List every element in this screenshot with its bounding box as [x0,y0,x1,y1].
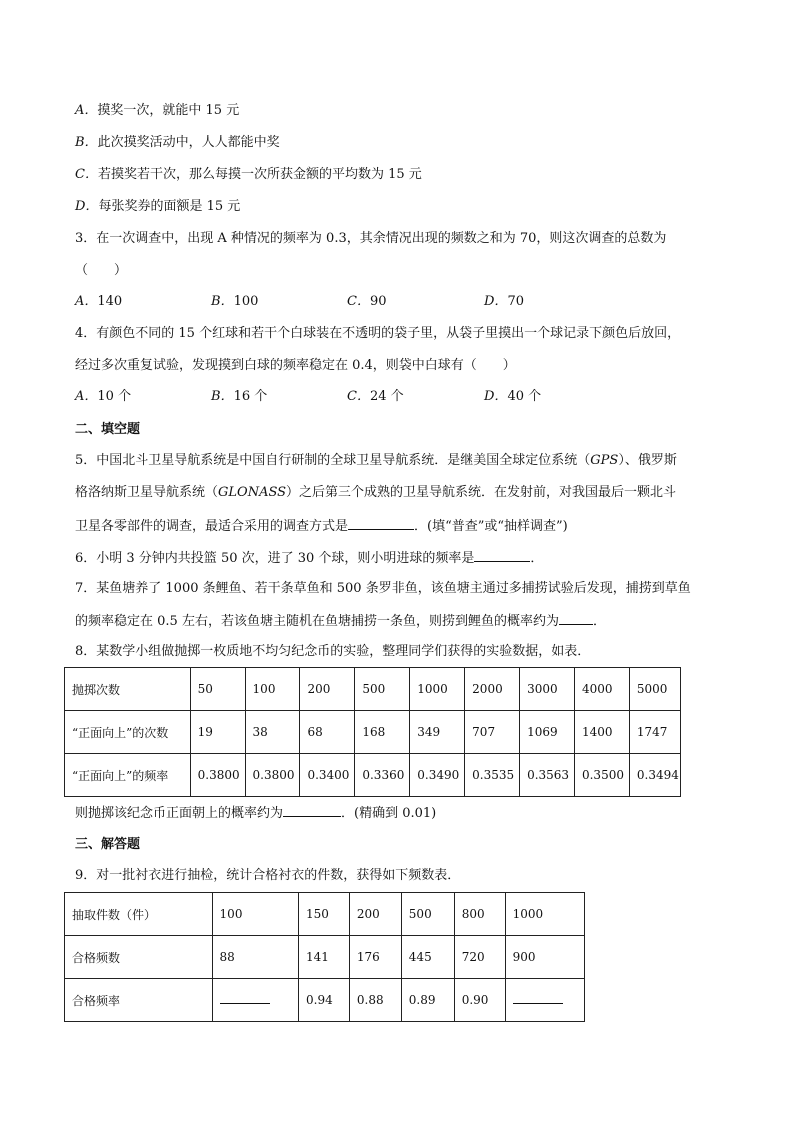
q8-stem: 8．某数学小组做抛掷一枚质地不均匀纪念币的实验，整理同学们获得的实验数据，如表． [75,644,591,659]
table-cell: 0.3800 [190,754,245,797]
table-cell: 1400 [574,711,629,754]
q5-line-3: 卫星各零部件的调查，最适合采用的调查方式是 ．(填“普查”或“抽样调查”) [75,516,568,536]
table-cell: 349 [410,711,465,754]
q7-line-1: 7．某鱼塘养了 1000 条鲤鱼、若干条草鱼和 500 条罗非鱼，该鱼塘主通过多捕捞试验后发现，捕捞到草鱼 [75,581,691,596]
q9-answer-blank[interactable] [513,995,563,1004]
q8-answer-blank[interactable] [283,803,341,817]
q2-option-a [75,102,239,120]
q4-line-1: 4．有颜色不同的 15 个红球和若干个白球装在不透明的袋子里，从袋子里摸出一个球记录下颜色后放回， [75,326,681,341]
table-row [65,711,681,754]
table-cell: 2000 [465,668,520,711]
q3-stem: 3．在一次调查中，出现 A 种情况的频率为 0.3，其余情况出现的频数之和为 70，则这次调查的总数为 [75,231,667,246]
table-cell: 720 [454,936,505,979]
table-cell: 100 [212,893,298,936]
table-cell: 1000 [410,668,465,711]
table-cell: 0.3360 [355,754,410,797]
q9-frequency-table [64,892,585,1022]
q6-answer-blank[interactable] [474,548,530,562]
table-cell: 0.3800 [245,754,300,797]
table-cell: 0.3500 [574,754,629,797]
q3-choice-a: A．140 [75,294,123,309]
table-cell: 168 [355,711,410,754]
table-cell: 200 [300,668,355,711]
table-cell: 500 [401,893,454,936]
table-cell: 1069 [520,711,575,754]
table-cell: 150 [299,893,350,936]
table-cell: 0.3563 [520,754,575,797]
q4-choice-c: C．24 个 [347,389,404,404]
table-cell: 0.3494 [629,754,680,797]
table-cell-blank[interactable] [505,979,584,1022]
section-heading-solutions: 三、解答题 [75,837,141,852]
table-cell: 4000 [574,668,629,711]
table-cell: 0.88 [349,979,401,1022]
q6-line: 6．小明 3 分钟内共投篮 50 次，进了 30 个球，则小明进球的频率是 ． [75,548,543,568]
q2-option-b [75,134,280,152]
q4-choice-d: D．40 个 [484,389,542,404]
table-cell: 0.3535 [465,754,520,797]
table-row [65,668,681,711]
table-cell: 500 [355,668,410,711]
option-label: C． [75,167,98,182]
table-cell: 1747 [629,711,680,754]
table-cell: 抛掷次数 [65,668,191,711]
q4-line-2: 经过多次重复试验，发现摸到白球的频率稳定在 0.4，则袋中白球有（ ） [75,358,516,373]
table-cell: 19 [190,711,245,754]
table-cell: 合格频率 [65,979,213,1022]
section-heading-fill-in: 二、填空题 [75,422,141,437]
table-cell: “正面向上”的次数 [65,711,191,754]
table-cell: 0.89 [401,979,454,1022]
table-cell: 0.3400 [300,754,355,797]
table-cell: 100 [245,668,300,711]
q5-line-2: 格洛纳斯卫星导航系统（GLONASS）之后第三个成熟的卫星导航系统．在发射前，对我国最后一颗北斗 [75,485,677,500]
q8-follow-up: 则抛掷该纪念币正面朝上的概率约为 ．(精确到 0.01) [75,803,436,823]
q3-choice-d: D．70 [484,294,524,309]
table-cell: 141 [299,936,350,979]
table-cell: 68 [300,711,355,754]
q5-answer-blank[interactable] [348,516,414,530]
table-cell: 707 [465,711,520,754]
q5-line-1: 5．中国北斗卫星导航系统是中国自行研制的全球卫星导航系统．是继美国全球定位系统（GPS）、俄罗斯 [75,453,677,468]
table-cell: 800 [454,893,505,936]
table-cell: 88 [212,936,298,979]
q2-option-c [75,166,422,184]
option-text: 摸奖一次，就能中 15 元 [97,103,240,118]
option-text: 若摸奖若干次，那么每摸一次所获金额的平均数为 15 元 [97,167,422,182]
option-text: 此次摸奖活动中，人人都能中奖 [97,135,280,150]
q8-data-table [64,667,681,797]
q3-choice-b: B．100 [211,294,259,309]
option-label: B． [75,135,98,150]
q3-answer-paren: （ ） [75,263,128,278]
table-cell: “正面向上”的频率 [65,754,191,797]
q7-answer-blank[interactable] [559,611,593,625]
q7-line-2: 的频率稳定在 0.5 左右，若该鱼塘主随机在鱼塘捕捞一条鱼，则捞到鲤鱼的概率约为 ． [75,611,606,631]
table-cell: 3000 [520,668,575,711]
table-cell: 0.3490 [410,754,465,797]
table-cell: 50 [190,668,245,711]
table-cell: 1000 [505,893,584,936]
table-cell: 445 [401,936,454,979]
table-cell: 5000 [629,668,680,711]
table-cell: 0.94 [299,979,350,1022]
table-row [65,893,585,936]
table-cell: 900 [505,936,584,979]
table-cell: 200 [349,893,401,936]
table-cell: 合格频数 [65,936,213,979]
option-text: 每张奖券的面额是 15 元 [98,199,241,214]
q9-answer-blank[interactable] [220,995,270,1004]
table-cell: 38 [245,711,300,754]
table-cell: 0.90 [454,979,505,1022]
q9-stem: 9．对一批衬衣进行抽检，统计合格衬衣的件数，获得如下频数表． [75,868,461,883]
q4-choice-a: A．10 个 [75,389,132,404]
table-row [65,754,681,797]
table-row [65,979,585,1022]
q3-choice-c: C．90 [347,294,387,309]
table-row [65,936,585,979]
q2-option-d [75,198,240,216]
option-label: D． [75,199,99,214]
option-label: A． [75,103,98,118]
table-cell: 176 [349,936,401,979]
table-cell: 抽取件数（件） [65,893,213,936]
table-cell-blank[interactable] [212,979,298,1022]
q4-choice-b: B．16 个 [211,389,268,404]
